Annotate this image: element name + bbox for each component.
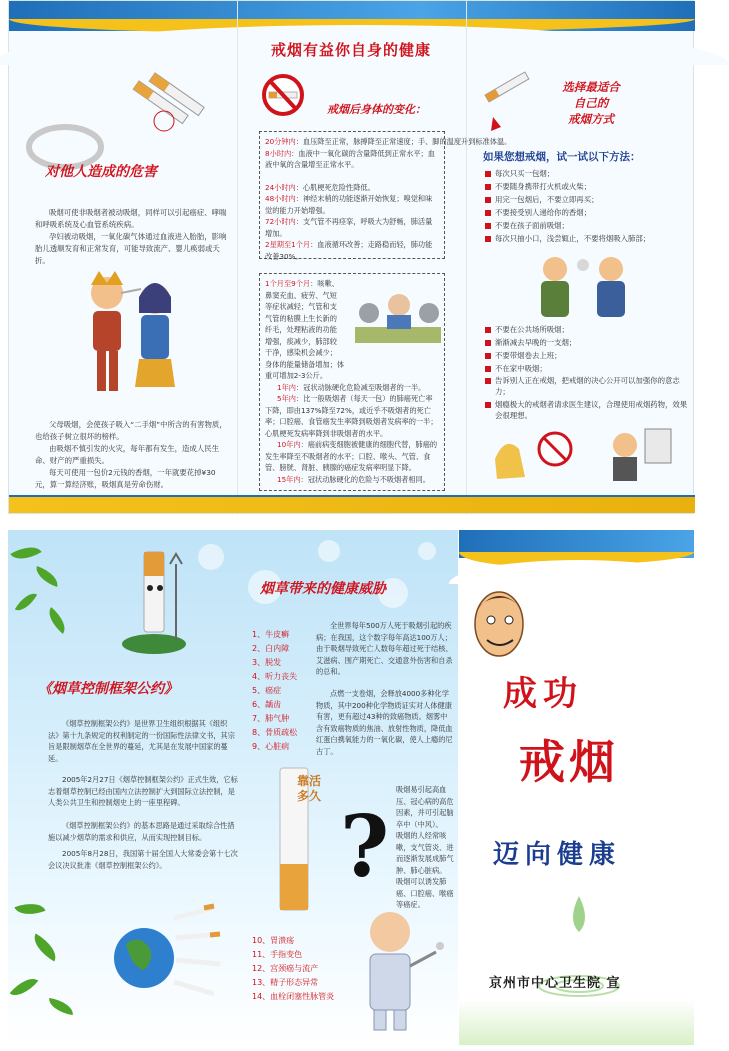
cover-panel [459,530,694,1045]
cover-line-2: 戒烟 [519,735,619,789]
cigarette-caption: 靠活多久 [296,774,321,803]
checkbox-icon [485,378,491,384]
checkbox-icon [485,210,491,216]
cover-line-3: 迈向健康 [493,840,622,870]
checkbox-icon [485,366,491,372]
list-item: 不要随身携带打火机或火柴； [485,180,691,193]
list-item: 每次只抽小口，浅尝辄止，不要将烟吸入肺部； [485,232,691,245]
left-heading: 对他人造成的危害 [45,164,157,180]
checkbox-icon [485,353,491,359]
checkbox-icon [485,236,491,242]
checkbox-icon [485,327,491,333]
leaf-decoration [14,898,45,921]
change-line: 身体的能量储备增加；体 [265,359,345,369]
publisher: 京州市中心卫生院 宣 [489,976,621,991]
fold-line [237,1,238,515]
checkbox-icon [485,223,491,229]
right-heading: 选择最适合 自己的 戒烟方式 [562,80,620,126]
right-subheading: 如果您想戒烟，试一试以下方法： [483,151,641,163]
list-item: 不要接受别人递给你的香烟； [485,206,691,219]
list-item: 4、听力丧失 [252,672,298,681]
change-line: 10年内：癌前病变细胞被健康的细胞代替，肺癌的发生率降至不吸烟者的水平；口腔、喉头、气管、食管、膀胱、肾脏、胰腺的癌症发病率明显下降。 [265,440,438,472]
no-smoking-sign-illustration [485,419,675,489]
side-note: 吸烟可以诱发肺癌、口腔癌、喉癌等癌症。 [396,877,454,909]
cartoon-face-illustration [467,580,537,670]
change-line: 48小时内：神经末梢的功能逐渐开始恢复；嗅觉和味觉的能力开始增强。 [265,194,433,215]
left-paragraph: 父母吸烟，会使孩子吸入“二手烟”中所含的有害物质，也给孩子树立很坏的榜样。 [35,420,227,441]
leaf-decoration [28,934,61,962]
threat-list-1 [252,628,297,754]
change-line: 15年内：冠状动脉硬化的危险与不吸烟者相同。 [277,475,430,484]
old-smoker-illustration [340,902,450,1032]
list-item: 不在家中吸烟； [485,362,691,375]
cover-line-1: 成功 [503,674,583,714]
list-item: 5、癌症 [252,686,282,695]
body-change-box-1 [259,131,512,261]
checkbox-icon [485,197,491,203]
quit-tips-list-b [485,323,691,421]
leaf-decoration [10,972,39,1002]
change-line: 5年内：比一般吸烟者（每天一包）的肺癌死亡率下降，即由137%降至72%，或近乎不吸烟者的死亡率；口腔癌、食管癌发生率降到吸烟者发病率的一半；心肌梗死发病率降到非吸烟者的水平。 [265,394,438,438]
leaf-decoration [15,589,37,616]
list-item: 烟瘾极大的戒烟者请求医生建议，合理使用戒烟药物，效果会很理想。 [485,399,691,421]
leaf-decoration [33,566,62,587]
svg-text:?: ? [340,797,390,896]
cigarette-question-illustration [270,764,390,914]
list-item: 每次只买一包烟； [485,167,691,180]
threat-paragraph: 全世界每年500万人死于吸烟引起的疾病；在我国，这个数字每年高达100万人；由于吸烟导致死亡人数每年超过死于结核、艾滋病、围产期死亡、交通意外伤害和自杀的总和。 [316,621,453,676]
change-line: 20分钟内：血压降至正常，脉搏降至正常速度；手、脚的温度升到标准体温。 [265,137,512,146]
change-line: 72小时内：支气管不再痉挛，呼吸大为舒畅，肺活量增加。 [265,217,433,238]
change-line: 鼻窦充血、疲劳、气短 [265,290,337,300]
convention-paragraph: 《烟草控制框架公约》是世界卫生组织根据其《组织法》第十九条规定的权利制定的一份国际性法律文书，其宗旨是限制烟草在全世界的蔓延，尤其是在发展中国家的蔓延。 [48,719,235,763]
side-note: 吸烟易引起高血压、冠心病的高危因素，并可引起脑卒中（中风）。 [396,785,454,829]
checkbox-icon [485,171,491,177]
checkbox-icon [485,184,491,190]
threat-paragraph: 点燃一支卷烟，会释放4000多种化学物质，其中200种化学物质证实对人体健康有害，更有超过43种的致癌物质。烟雾中含有致癌物质的焦油、放射性物质，降低血红蛋白携氧能力的一氧化碳，使人上瘾的尼古丁。 [316,689,453,756]
list-item: 不要在公共场所吸烟； [485,323,691,336]
cigarettes-illustration [119,69,219,139]
left-paragraph: 孕妇被动吸烟，一氧化碳气体通过血液进入胎胎，影响胎儿透顺发育和正常发育，可能导致流产、婴儿痪弱或夭折。 [35,232,227,265]
side-note: 吸烟的人经常咳嗽，支气管炎、进而逐渐发展成肺气肿、肺心脏病。 [396,831,454,875]
checkbox-icon [485,402,491,408]
cigarette-devil-illustration [116,544,196,664]
list-item: 6、龋齿 [252,700,282,709]
checkbox-icon [485,340,491,346]
fold-line [466,1,467,515]
bottom-stripe [9,497,695,513]
change-line: 1个月至9个月：咳嗽、 [265,279,339,288]
list-item: 3、脱发 [252,658,282,667]
list-item: 14、血栓闭塞性脉管炎 [252,992,335,1001]
no-smoking-icon [261,69,311,119]
cartoon-kids-illustration [71,269,191,409]
list-item: 7、肺气肿 [252,714,290,723]
convention-title: 《烟草控制框架公约》 [38,681,178,697]
list-item: 9、心脏病 [252,742,290,751]
quit-tips-list-a [485,167,691,245]
change-line: 8小时内：血液中一氧化碳的含量降低到正常水平；血液中氧的含量增至正常水平。 [265,148,435,169]
change-line: 24小时内：心肌梗死危险性降低。 [265,182,375,192]
threat-title: 烟草带来的健康威胁 [260,581,386,597]
list-item: 1、牛皮癣 [252,630,290,639]
list-item: 11、手指变色 [252,950,303,959]
left-paragraph: 每天可使用一包价2元钱的香烟，一年就要花掉¥30元，算一算经济账，吸烟真是劳命伤财。 [35,468,216,489]
change-line: 1年内：冠状动脉硬化危险减至吸烟者的一半。 [277,382,426,392]
main-title: 戒烟有益你自身的健康 [271,41,432,59]
left-paragraph: 吸烟可使非吸烟者被动吸烟，同样可以引起癌症、哮喘和呼吸系统及心血管系统疾病。 [35,208,227,229]
smoking-men-cartoon-illustration [529,251,639,321]
change-line: 增强，痰减少，肺部较 [265,336,337,346]
list-item: 不要带烟卷去上班； [485,349,691,362]
list-item: 2、白内障 [252,644,290,653]
list-item: 不要在孩子面前吸烟； [485,219,691,232]
change-line: 干净，感染机会减少； [265,348,337,357]
meeting-cartoon-illustration [355,283,441,365]
change-line: 气管的粘膜上生长新的 [265,313,337,323]
list-item: 12、宫颈癌与流产 [252,964,319,973]
list-item: 13、精子形态异常 [252,978,319,987]
list-item: 告诉别人正在戒烟，把戒烟的决心公开可以加强你的意志力； [485,375,691,397]
change-line: 纤毛，处理粘液的功能 [265,325,337,334]
water-drop-illustration [529,890,629,1010]
change-line: 2星期至1个月：血液循环改善；走路稳而轻，肺功能改善30%。 [265,240,433,261]
threat-list-2 [252,934,334,1004]
convention-paragraph: 2005年2月27日《烟草控制框架公约》正式生效，它标志着烟草控制已经由国内立法控制扩大到国际立法控制，是人类公共卫生和控制烟史上的一座里程碑。 [48,775,238,807]
top-brochure-sheet [8,0,694,514]
list-item: 渐渐减去早晚的一支烟； [485,336,691,349]
change-line: 重可增加2-3公斤。 [265,371,328,380]
list-item: 8、骨质疏松 [252,728,298,737]
leaf-decoration [47,998,75,1015]
convention-paragraph: 2005年8月28日，我国第十届全国人大常委会第十七次会议决议批准《烟草控制框架公约》。 [48,849,238,870]
convention-paragraph: 《烟草控制框架公约》的基本思路是通过采取综合性措施以减少烟草的需求和供应，从而实现控制目标。 [48,821,235,842]
bottom-left-brochure-sheet [8,530,458,1045]
globe-cigarettes-illustration [104,898,224,1008]
change-line: 等症状减轻；气管和支 [265,302,337,311]
leaf-decoration [10,540,41,566]
leaf-decoration [43,607,71,634]
list-item: 10、胃溃疡 [252,936,295,945]
list-item: 用完一包烟后，不要立即再买； [485,193,691,206]
middle-heading: 戒烟后身体的变化： [327,103,426,116]
left-paragraph: 由吸烟不慎引发的火灾，每年都有发生，造成人民生命、财产的严重损失。 [35,444,219,465]
